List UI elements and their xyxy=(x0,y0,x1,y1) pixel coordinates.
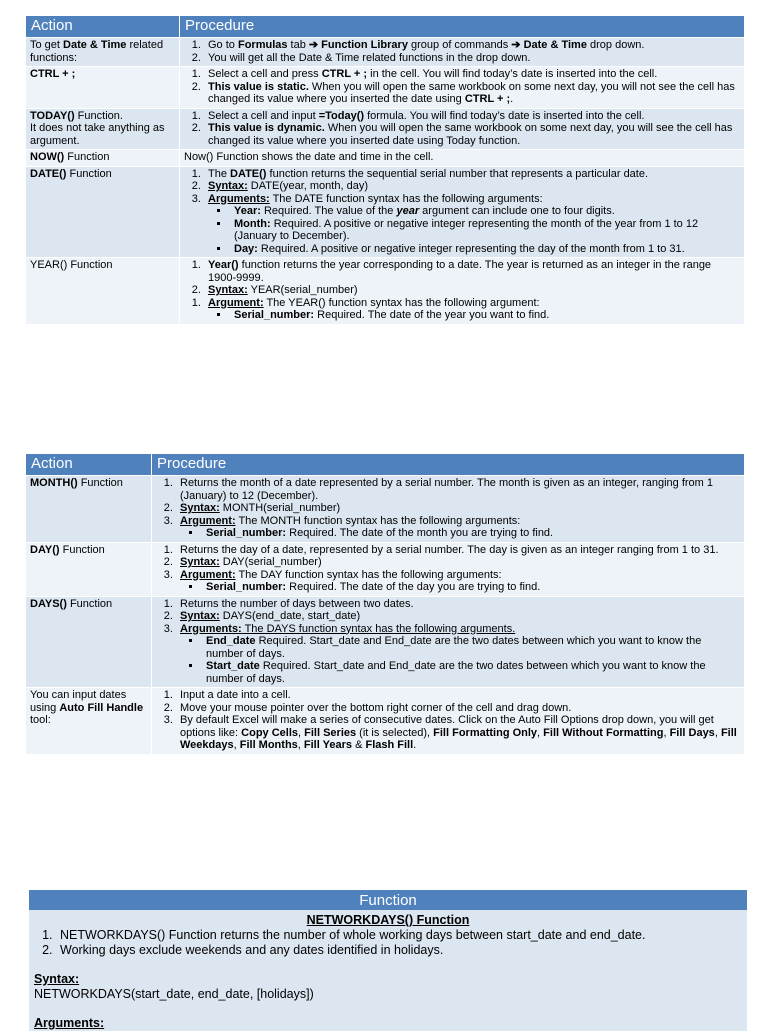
procedure-cell: 1. Input a date into a cell. 2. Move your mouse pointer over the bottom right corner of the cell and drag down. 3. By default Excel will make a series of consecutive dates. Click on the Auto Fill Options drop down, you will get options like: Copy Cells, Fill Series (it is selected), Fill Formatting Only, Fill Without Formatting, Fill Days, Fill Weekdays, Fill Months, Fill Years & Flash Fill. xyxy=(152,688,745,754)
action-cell: To get Date & Time related functions: xyxy=(26,38,180,67)
networkdays-table xyxy=(29,890,747,1031)
action-cell: DATE() Function xyxy=(26,166,180,258)
table-row xyxy=(26,67,744,109)
procedure-cell: 1. Returns the month of a date represented by a serial number. The month is given as an integer, ranging from 1 (January) to 12 (December). 2. Syntax: MONTH(serial_number) 3. Argument: The MONTH function syntax has the following arguments: ▪ Serial_number: Required. The date of the month you are trying to find. xyxy=(152,476,745,543)
procedure-cell: 1. Returns the number of days between two dates. 2. Syntax: DAYS(end_date, start_date) 3. Arguments: The DAYS function syntax has the following arguments. ▪ End_date Required. Start_date and End_date are the two dates between which you want to know the number of days. ▪ Start_date Required. Start_date and End_date are the two dates between which you want to know the number of days. xyxy=(152,596,745,688)
month-day-table xyxy=(26,454,744,754)
table-row xyxy=(26,258,744,324)
function-cell xyxy=(29,910,747,1031)
table-row xyxy=(26,476,744,543)
table-row xyxy=(26,150,744,167)
table-row xyxy=(26,596,744,688)
action-cell: NOW() Function xyxy=(26,150,180,167)
table-row xyxy=(29,910,747,1031)
table-row xyxy=(26,38,744,67)
procedure-cell: 1. The DATE() function returns the sequential serial number that represents a particular date. 2. Syntax: DATE(year, month, day) 3. Arguments: The DATE function syntax has the following arguments: ▪ Year: Required. The value of the year argument can include one to four digits. ▪ Month: Required. A positive or negative integer representing the month of the year from 1 to 12 (January to December). ▪ Day: Required. A positive or negative integer representing the day of the month from 1 to 31. xyxy=(180,166,745,258)
syntax-text: NETWORKDAYS(start_date, end_date, [holidays]) xyxy=(34,987,314,1001)
header-procedure: Procedure xyxy=(152,454,745,476)
table-row xyxy=(26,166,744,258)
action-cell: DAYS() Function xyxy=(26,596,152,688)
table-header-row xyxy=(29,890,747,910)
table-row xyxy=(26,108,744,150)
header-procedure: Procedure xyxy=(180,16,745,38)
action-cell: MONTH() Function xyxy=(26,476,152,543)
action-cell: DAY() Function xyxy=(26,542,152,596)
syntax-label: Syntax: xyxy=(34,972,80,986)
procedure-cell: 1. Go to Formulas tab ➔ Function Library group of commands ➔ Date & Time drop down. 2. You will get all the Date & Time related functions in the drop down. xyxy=(180,38,745,67)
action-cell: YEAR() Function xyxy=(26,258,180,324)
action-cell: TODAY() Function. It does not take anything as argument. xyxy=(26,108,180,150)
table-row xyxy=(26,542,744,596)
date-time-table xyxy=(26,16,744,324)
list-item: 1. NETWORKDAYS() Function returns the number of whole working days between start_date and end_date. xyxy=(56,928,742,943)
procedure-cell: Now() Function shows the date and time in the cell. xyxy=(180,150,745,167)
procedure-cell: 1. Returns the day of a date, represented by a serial number. The day is given as an integer ranging from 1 to 31. 2. Syntax: DAY(serial_number) 3. Argument: The DAY function syntax has the following arguments: ▪ Serial_number: Required. The date of the day you are trying to find. xyxy=(152,542,745,596)
arguments-label: Arguments: xyxy=(34,1016,105,1030)
table-row xyxy=(26,688,744,754)
procedure-cell: 1. Select a cell and input =Today() formula. You will find today’s date is inserted into the cell. 2. This value is dynamic. When you will open the same workbook on some next day, you will see the cell has changed its value where you inserted date using Today function. xyxy=(180,108,745,150)
procedure-cell: 1. Year() function returns the year corresponding to a date. The year is returned as an integer in the range 1900-9999. 2. Syntax: YEAR(serial_number) 1. Argument: The YEAR() function syntax has the following argument: ▪ Serial_number: Required. The date of the year you want to find. xyxy=(180,258,745,324)
function-title: NETWORKDAYS() Function xyxy=(306,913,470,927)
action-cell: CTRL + ; xyxy=(26,67,180,109)
header-action: Action xyxy=(26,454,152,476)
procedure-cell: 1. Select a cell and press CTRL + ; in the cell. You will find today’s date is inserted into the cell. 2. This value is static. When you will open the same workbook on some next day, you will not see the cell has changed its value where you inserted the date using CTRL + ;. xyxy=(180,67,745,109)
table-header-row xyxy=(26,16,744,38)
list-item: 2. Working days exclude weekends and any dates identified in holidays. xyxy=(56,943,742,958)
header-function: Function xyxy=(29,890,747,910)
action-cell: You can input dates using Auto Fill Handle tool: xyxy=(26,688,152,754)
table-header-row xyxy=(26,454,744,476)
header-action: Action xyxy=(26,16,180,38)
